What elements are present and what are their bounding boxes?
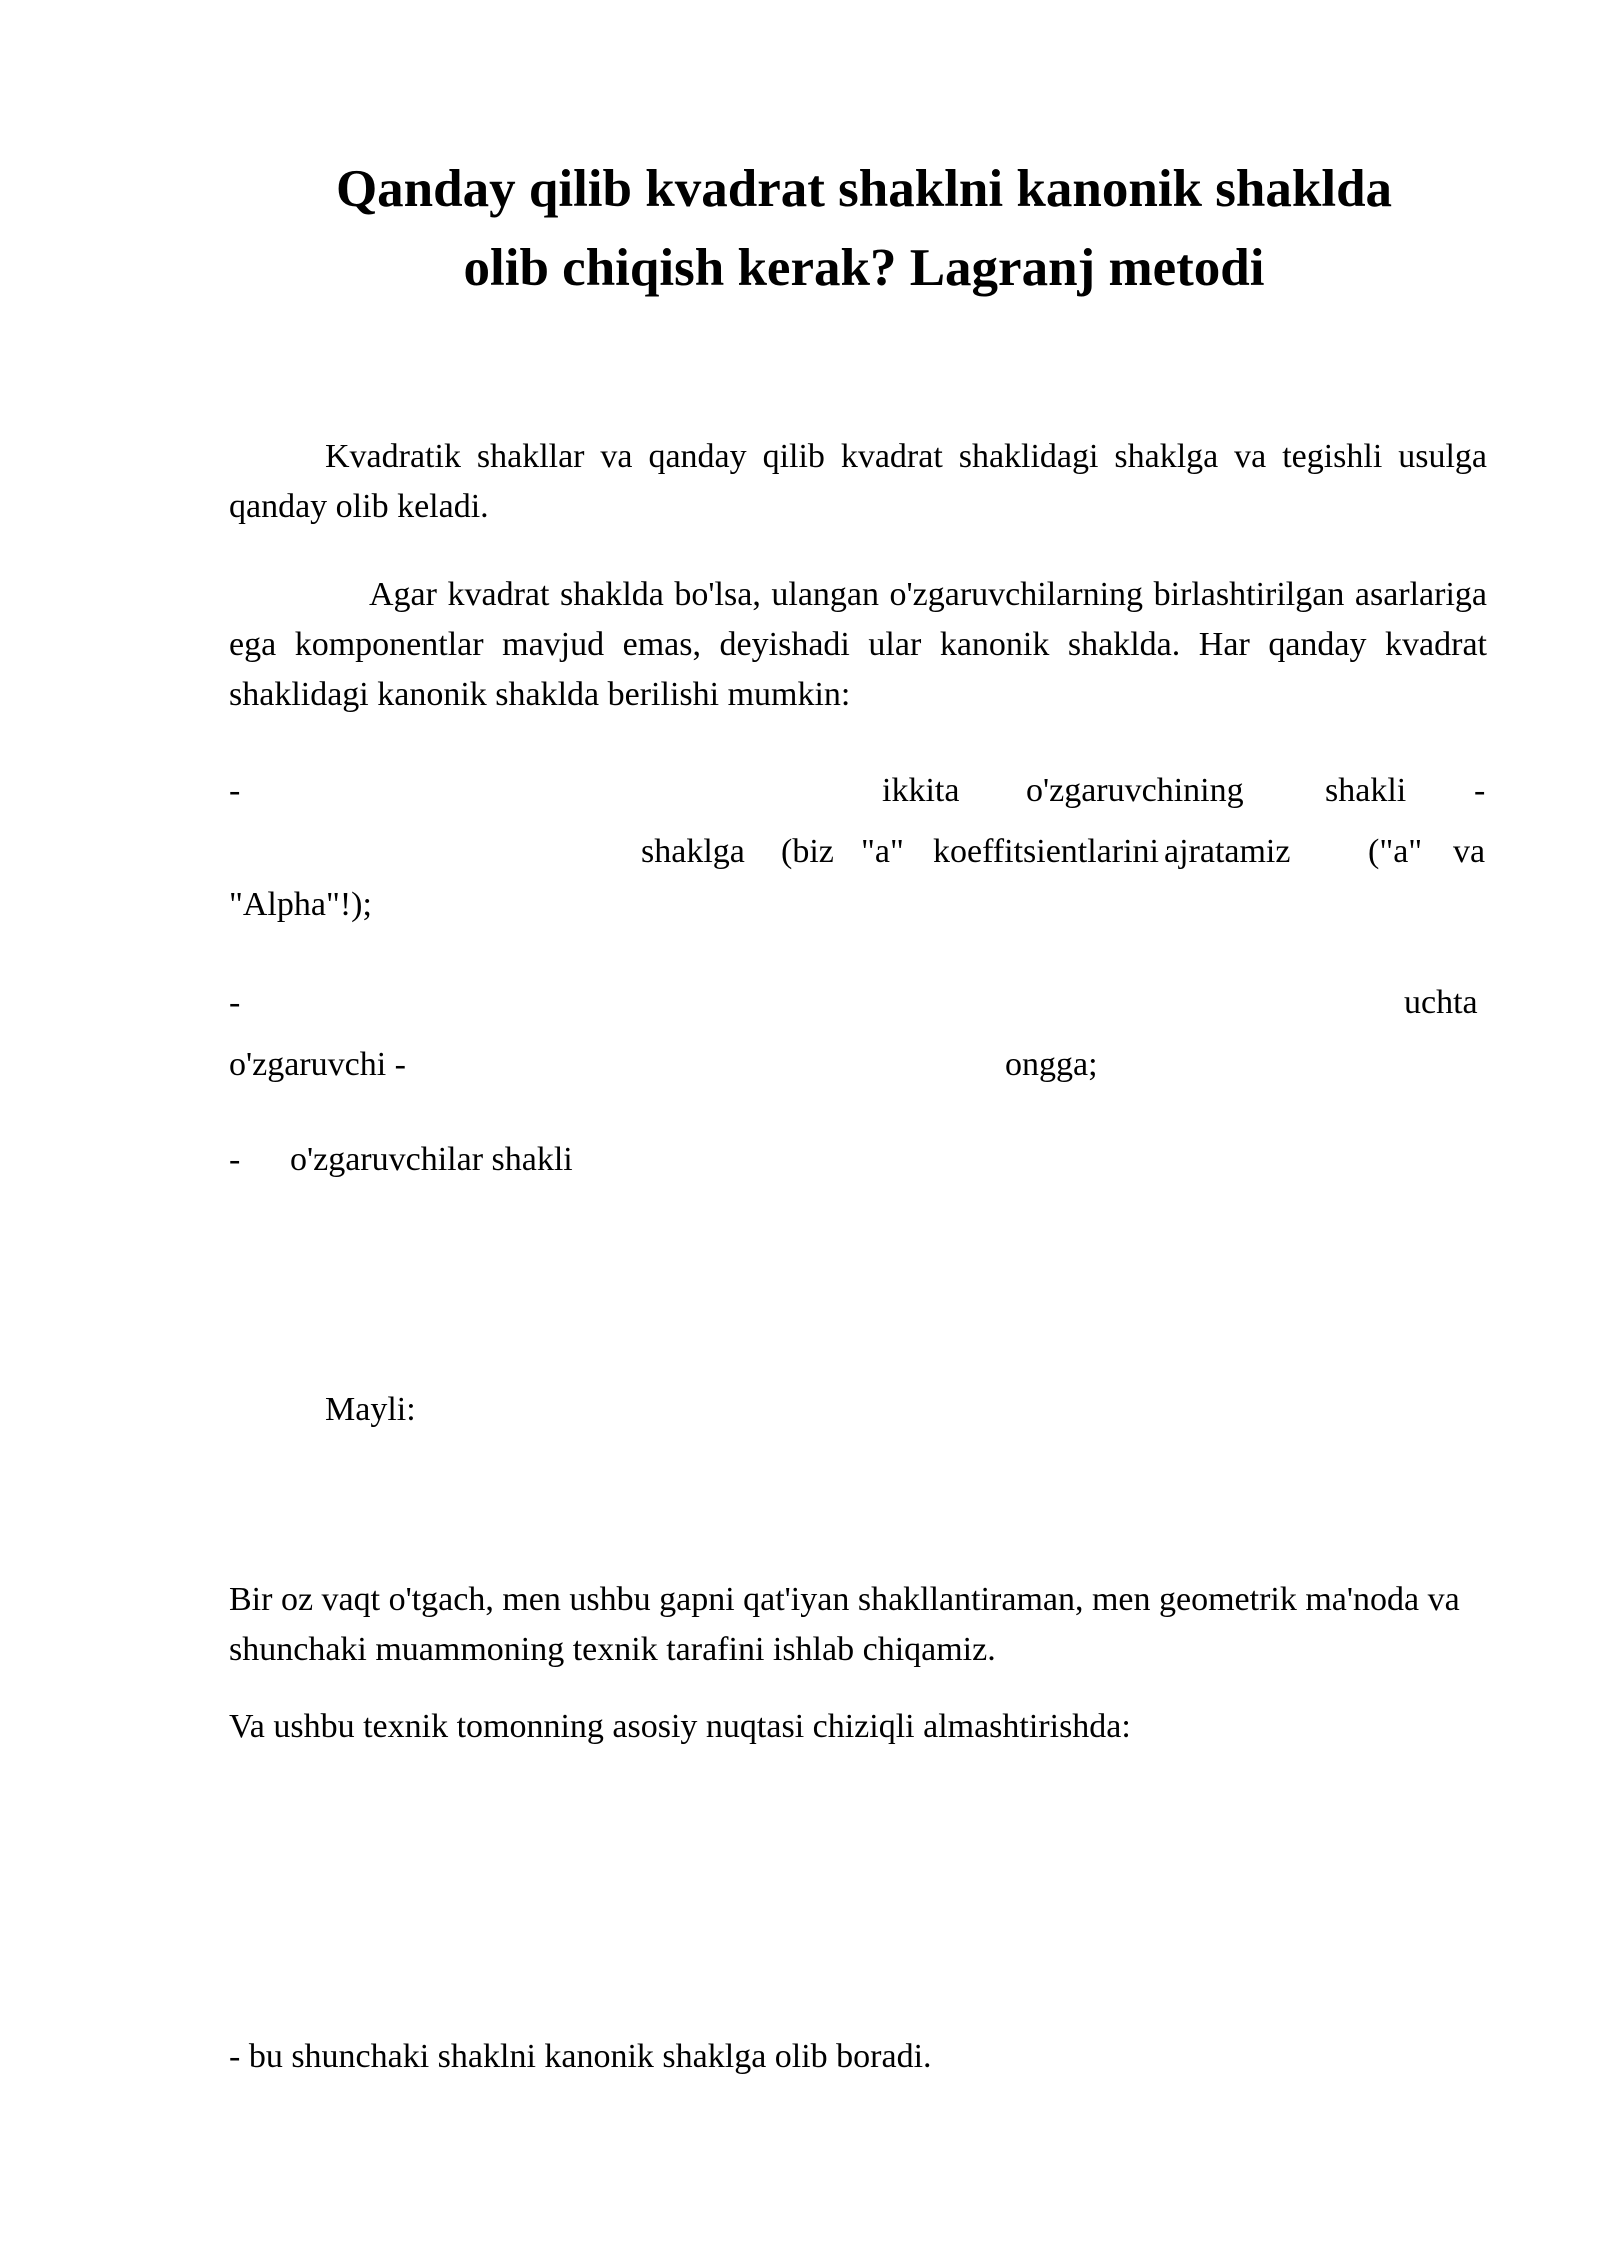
paragraph-linear-transformation: Va ushbu texnik tomonning asosiy nuqtasi chiziqli almashtirishda: (229, 1708, 1131, 1745)
item2-word-uchta: uchta (1404, 984, 1478, 1021)
item1-word-ozgaruvchining: o'zgaruvchining (1026, 772, 1244, 809)
mayli-label: Mayli: (325, 1391, 416, 1428)
list-dash-3: - (229, 1141, 241, 1178)
item2-word-ongga: ongga; (1005, 1046, 1098, 1083)
paragraph-canonical-definition: Agar kvadrat shaklda bo'lsa, ulangan o'zgaruvchilarning birlashtirilgan asarlariga ega komponentlar mavjud emas, deyishadi ular kanonik shaklda. Har qanday kvadrat shaklidagi kanonik shaklda berilishi mumkin: (229, 576, 1487, 713)
item1-word-a-paren: ("a" (1368, 833, 1423, 870)
list-dash-2: - (229, 984, 241, 1021)
item1-word-koeffitsientlarini: koeffitsientlarini (933, 833, 1159, 870)
item3-text: o'zgaruvchilar shakli (290, 1141, 573, 1178)
paragraph-geometric-meaning: Bir oz vaqt o'tgach, men ushbu gapni qat'iyan shakllantiraman, men geometrik ma'noda va shunchaki muammoning texnik tarafini ishlab chiqamiz. (229, 1581, 1460, 1668)
paragraph-intro: Kvadratik shakllar va qanday qilib kvadrat shaklidagi shaklga va tegishli usulga qanday olib keladi. (229, 438, 1487, 525)
paragraph-conclusion: - bu shunchaki shaklni kanonik shaklga olib boradi. (229, 2038, 932, 2075)
title-line-1: Qanday qilib kvadrat shaklni kanonik shaklda (335, 160, 1393, 218)
item1-word-biz: (biz (781, 833, 834, 870)
item1-word-ikkita: ikkita (882, 772, 960, 809)
item1-word-shaklga: shaklga (641, 833, 745, 870)
item1-word-a: "a" (861, 833, 904, 870)
item2-line-ozgaruvchi: o'zgaruvchi - (229, 1046, 406, 1083)
item1-word-shakli: shakli (1325, 772, 1407, 809)
item1-word-va: va (1453, 833, 1486, 870)
item1-line-alpha: "Alpha"!); (229, 886, 372, 923)
title-line-2: olib chiqish kerak? Lagranj metodi (463, 239, 1265, 297)
item1-word-ajratamiz: ajratamiz (1164, 833, 1291, 870)
document-title (229, 150, 1499, 308)
item1-trailing-dash: - (1474, 772, 1486, 809)
list-dash-1: - (229, 772, 241, 809)
